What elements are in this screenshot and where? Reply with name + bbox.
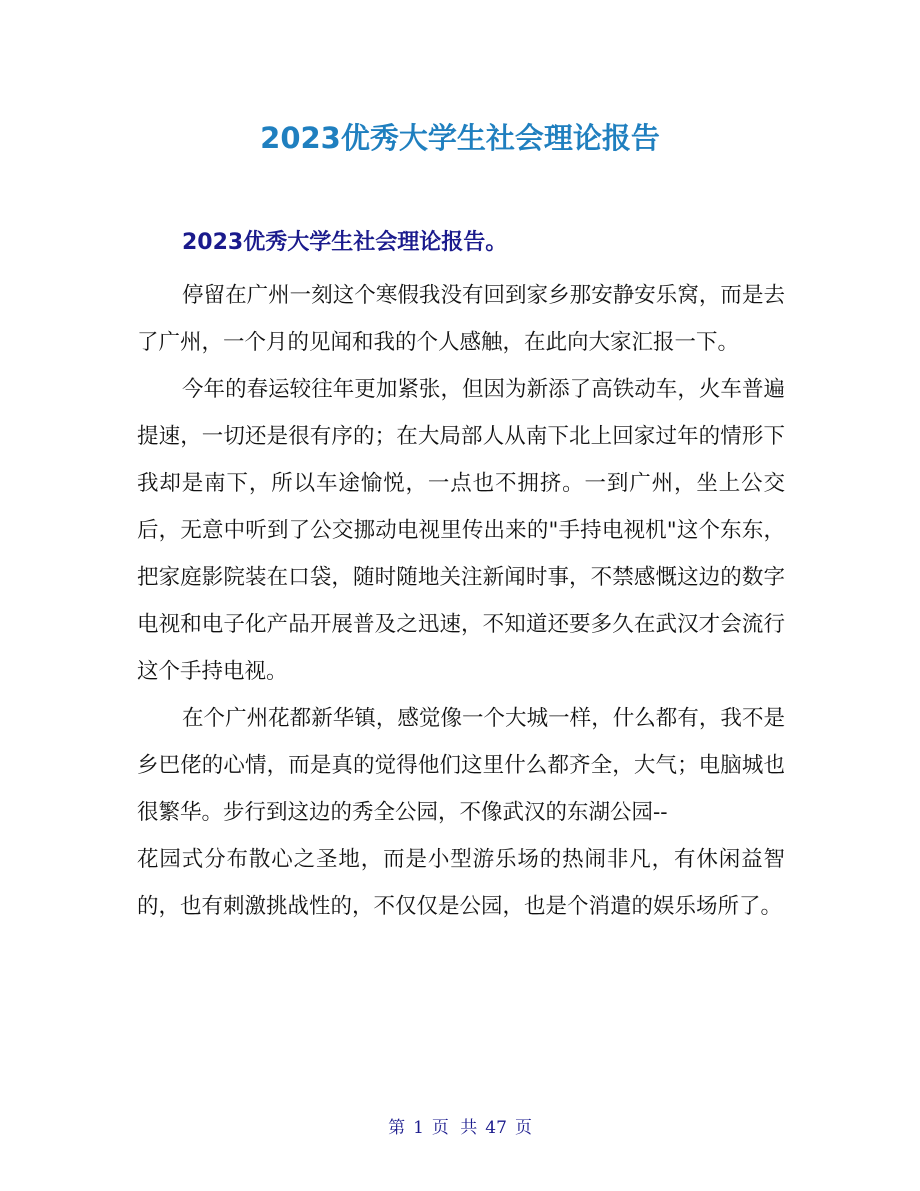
paragraph-4: 花园式分布散心之圣地，而是小型游乐场的热闹非凡，有休闲益智的，也有刺激挑战性的，不仅仅是公园，也是个消遣的娱乐场所了。 (137, 847, 785, 919)
footer-page-number: 1 (413, 1118, 424, 1138)
paragraph-3: 在个广州花都新华镇，感觉像一个大城一样，什么都有，我不是乡巴佬的心情，而是真的觉得他们这里什么都齐全，大气；电脑城也很繁华。步行到这边的秀全公园，不像武汉的东湖公园-- (137, 706, 785, 825)
document-title: 2023优秀大学生社会理论报告 (260, 121, 660, 155)
paragraph-1: 停留在广州一刻这个寒假我没有回到家乡那安静安乐窝，而是去了广州，一个月的见闻和我的个人感触，在此向大家汇报一下。 (137, 283, 785, 355)
footer-prefix: 第 (388, 1118, 406, 1138)
footer-suffix: 页 (514, 1118, 532, 1138)
paragraph-2: 今年的春运较往年更加紧张，但因为新添了高铁动车，火车普遍提速，一切还是很有序的；在大局部人从南下北上回家过年的情形下我却是南下，所以车途愉悦，一点也不拥挤。一到广州，坐上公交后，无意中听到了公交挪动电视里传出来的"手持电视机"这个东东，把家庭影院装在口袋，随时随地关注新闻时事，不禁感慨这边的数字电视和电子化产品开展普及之迅速，不知道还要多久在武汉才会流行这个手持电视。 (137, 377, 785, 684)
document-body (137, 272, 785, 930)
footer-middle: 页 共 (431, 1118, 478, 1138)
page-footer (0, 1113, 920, 1138)
document-subheading: 2023优秀大学生社会理论报告。 (182, 230, 508, 255)
footer-total-pages: 47 (485, 1118, 507, 1138)
